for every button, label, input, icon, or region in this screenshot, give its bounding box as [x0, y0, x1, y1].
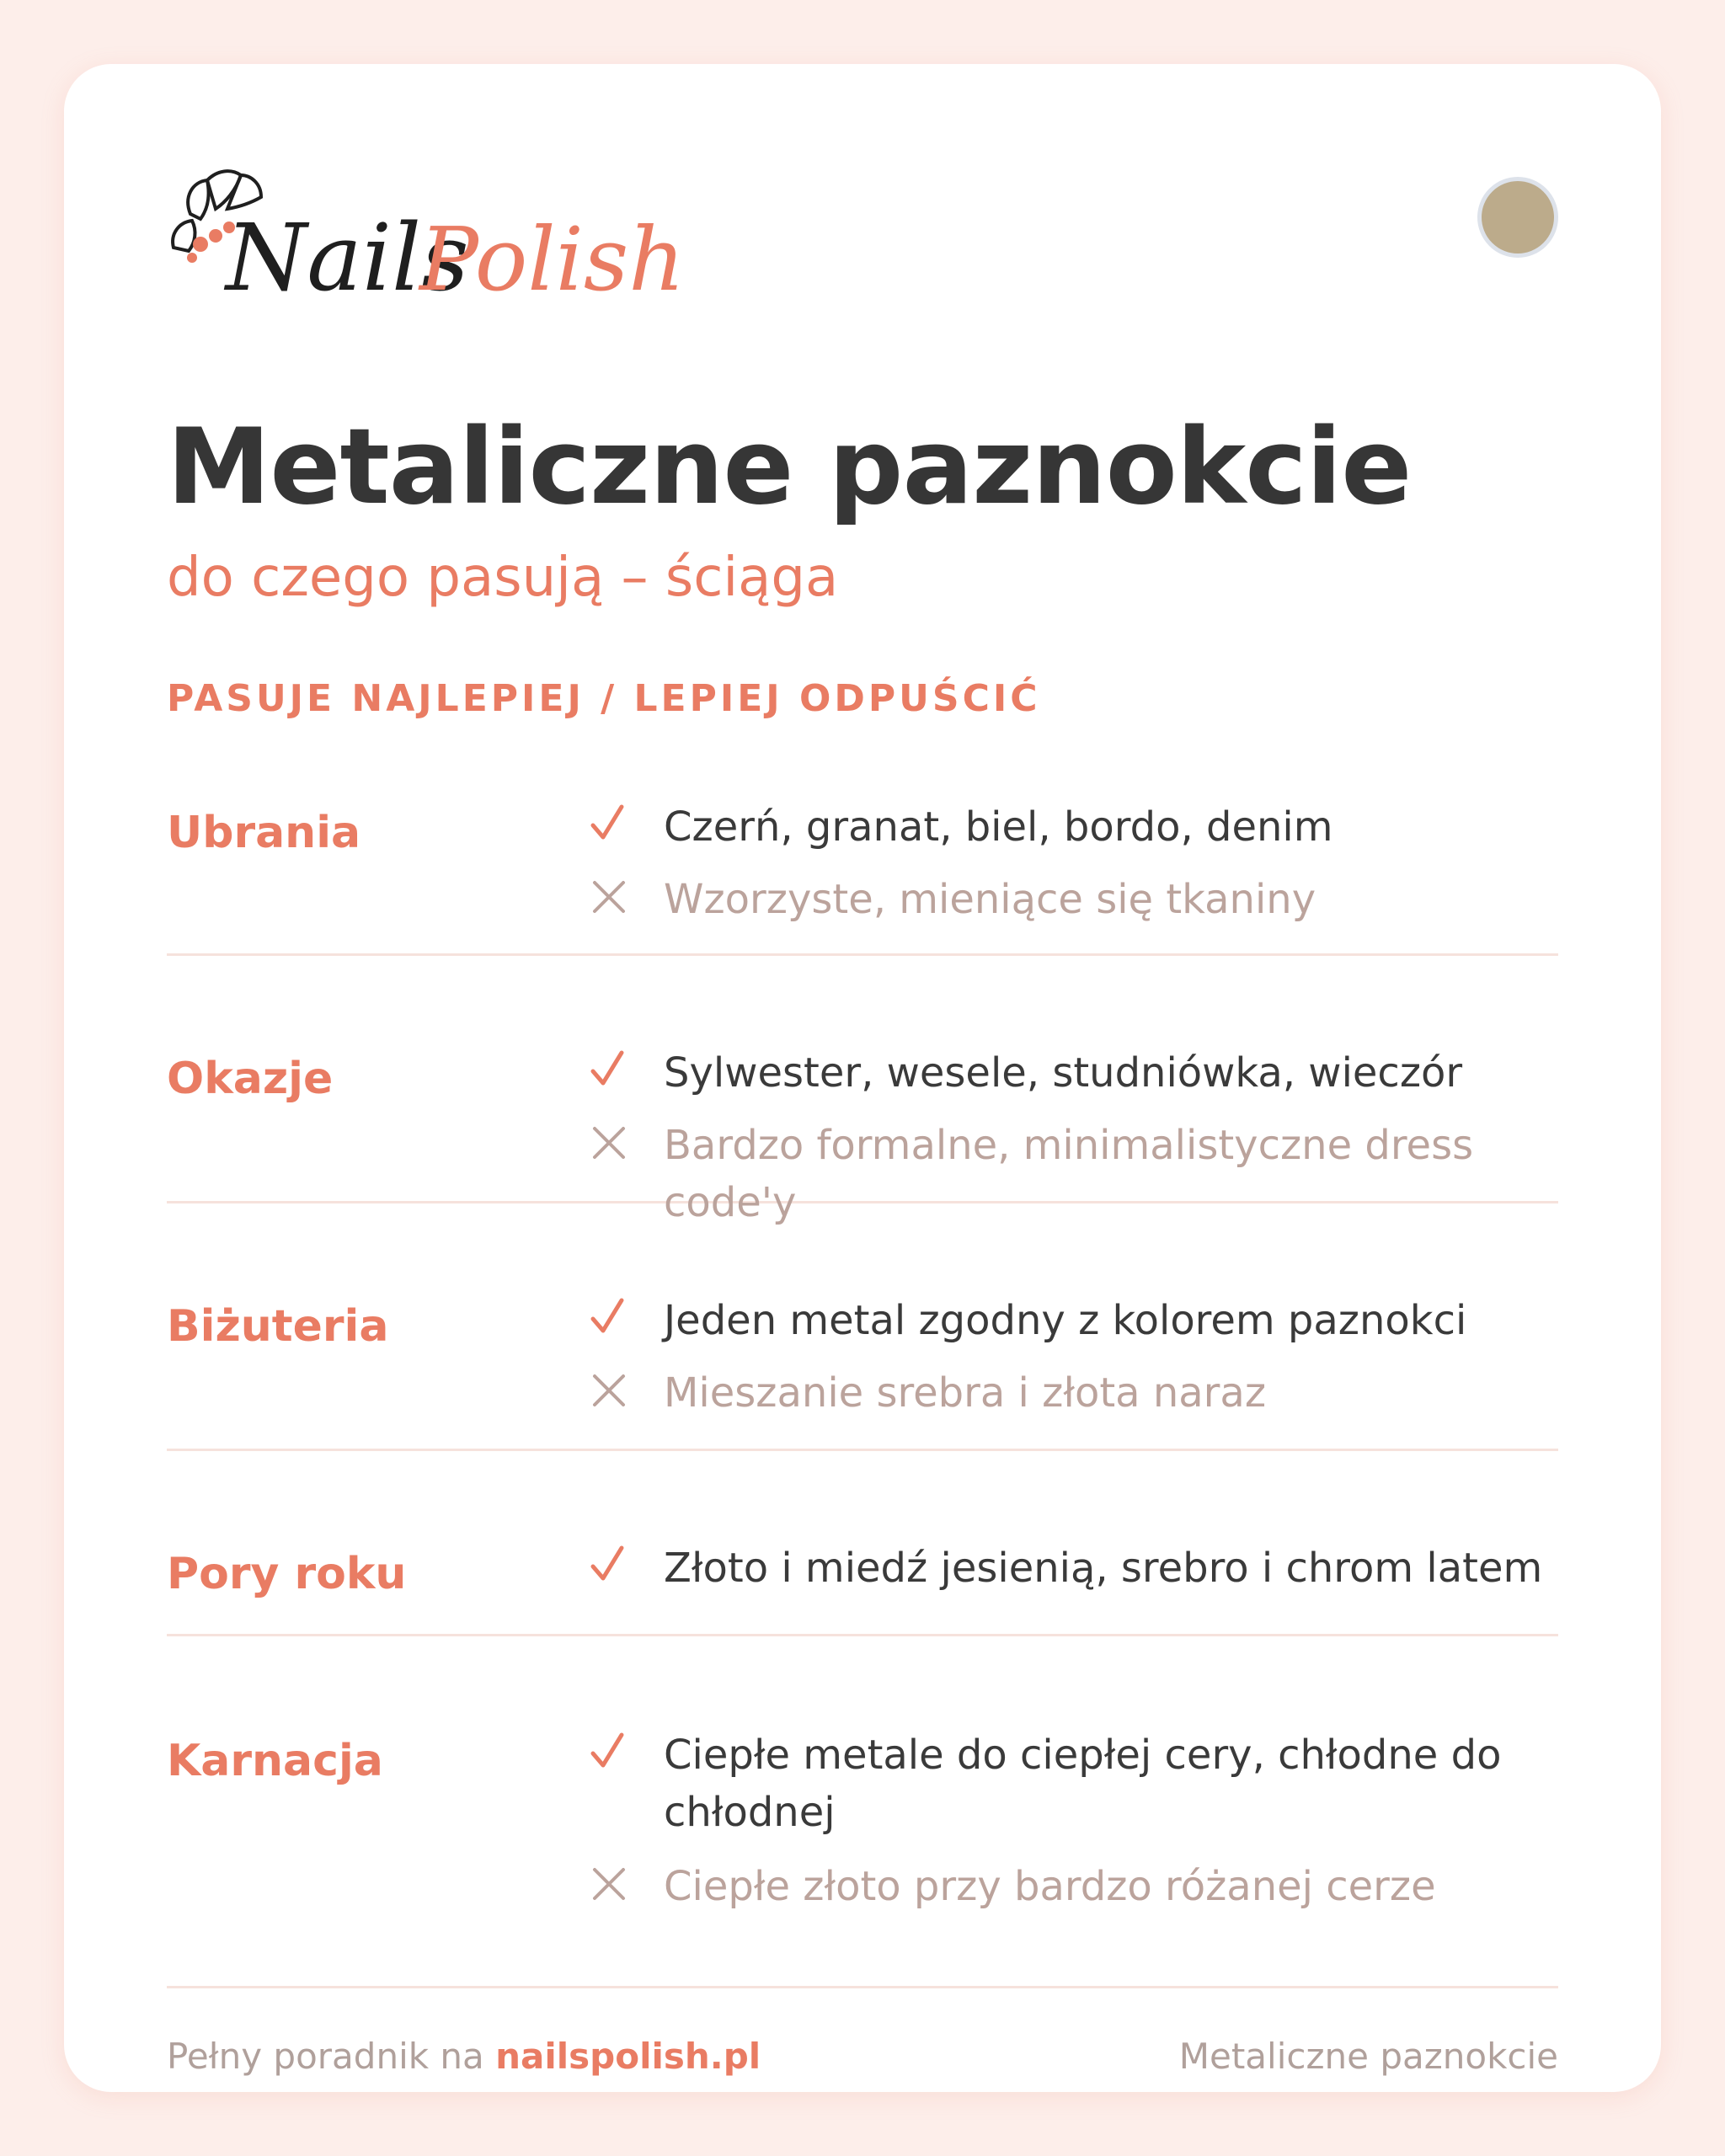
row-ubrania — [167, 780, 1558, 956]
row-okazje — [167, 1027, 1558, 1226]
page-title: Metaliczne paznokcie — [167, 407, 1412, 528]
footer-link[interactable]: nailspolish.pl — [495, 2036, 761, 2077]
nailspolish-logo — [167, 163, 689, 340]
no-text: Wzorzyste, mieniące się tkaniny — [664, 876, 1316, 923]
row-pory-roku — [167, 1523, 1558, 1636]
check-icon — [588, 1726, 630, 1777]
no-text: Ciepłe złoto przy bardzo różanej cerze — [664, 1863, 1436, 1910]
cross-icon — [588, 871, 630, 921]
footer-topic: Metaliczne paznokcie — [1178, 2036, 1558, 2077]
yes-text: Czerń, granat, biel, bordo, denim — [664, 803, 1333, 851]
check-icon — [588, 798, 630, 849]
section-label: PASUJE NAJLEPIEJ / LEPIEJ ODPUŚCIĆ — [167, 677, 1041, 720]
row-bizuteria — [167, 1275, 1558, 1451]
row-karnacja — [167, 1710, 1558, 1912]
yes-text: Złoto i miedź jesienią, srebro i chrom latem — [664, 1545, 1543, 1592]
row-label: Ubrania — [167, 808, 361, 858]
page-subtitle: do czego pasują – ściąga — [167, 547, 839, 609]
cheatsheet-card — [64, 64, 1661, 2092]
row-label: Biżuteria — [167, 1301, 389, 1352]
row-label: Pory roku — [167, 1549, 407, 1599]
no-text: Bardzo formalne, minimalistyczne dress code'y — [664, 1122, 1474, 1226]
yes-text: Sylwester, wesele, studniówka, wieczór — [664, 1049, 1463, 1097]
card-content — [167, 64, 1558, 2092]
dot-icon — [187, 253, 197, 263]
cross-icon — [588, 1858, 630, 1908]
yes-text: Ciepłe metale do ciepłej cery, chłodne do chłodnej — [664, 1732, 1502, 1836]
footer-source — [167, 2031, 761, 2082]
cross-icon — [588, 1364, 630, 1415]
check-icon — [588, 1044, 630, 1095]
yes-text: Jeden metal zgodny z kolorem paznokci — [664, 1297, 1467, 1344]
color-swatch — [1477, 177, 1558, 258]
check-icon — [588, 1540, 630, 1590]
row-label: Karnacja — [167, 1736, 383, 1786]
logo-text-nails: Nails — [226, 204, 469, 312]
row-label: Okazje — [167, 1054, 334, 1104]
check-icon — [588, 1292, 630, 1342]
footer-prefix: Pełny poradnik na — [167, 2036, 496, 2077]
footer-divider — [167, 1986, 1558, 1988]
dot-icon — [209, 229, 222, 243]
logo-text-polish: Polish — [419, 208, 686, 311]
no-text: Mieszanie srebra i złota naraz — [664, 1369, 1267, 1417]
cross-icon — [588, 1117, 630, 1167]
dot-icon — [193, 237, 208, 252]
